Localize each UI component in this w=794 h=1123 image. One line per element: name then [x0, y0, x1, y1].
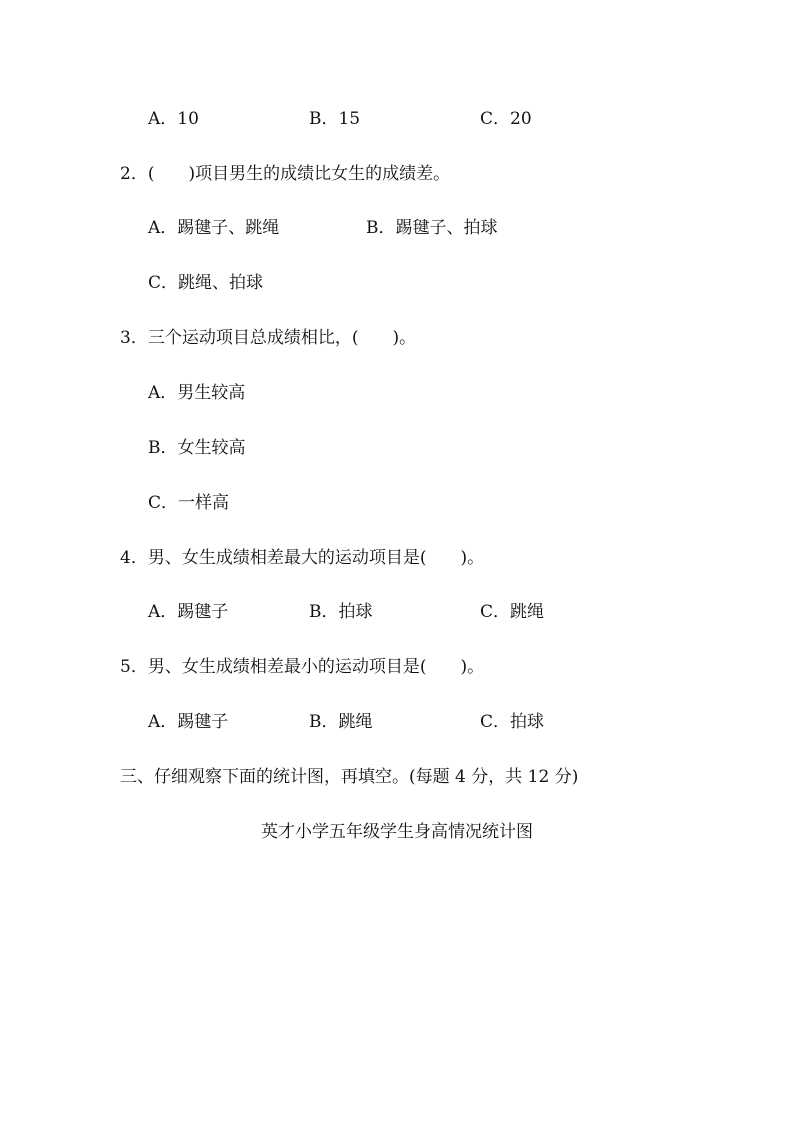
q5-option-c: C．拍球	[480, 712, 545, 732]
q5-option-b: B．跳绳	[309, 712, 373, 732]
q1-option-b: B．15	[309, 109, 361, 129]
chart-title: 英才小学五年级学生身高情况统计图	[261, 822, 533, 842]
q5-stem: 5．男、女生成绩相差最小的运动项目是( )。	[120, 657, 485, 677]
q4-option-b: B．拍球	[309, 602, 373, 622]
q3-option-b: B．女生较高	[148, 438, 246, 458]
q4-option-a: A．踢毽子	[148, 602, 229, 622]
q5-option-a: A．踢毽子	[148, 712, 229, 732]
q3-option-a: A．男生较高	[148, 383, 246, 403]
q4-option-c: C．跳绳	[480, 602, 545, 622]
q3-stem: 3．三个运动项目总成绩相比，( )。	[120, 328, 417, 348]
q1-option-c: C．20	[480, 109, 532, 129]
q2-option-c: C．跳绳、拍球	[148, 273, 264, 293]
q1-option-a: A．10	[148, 109, 199, 129]
q4-stem: 4．男、女生成绩相差最大的运动项目是( )。	[120, 548, 485, 568]
q2-option-b: B．踢毽子、拍球	[366, 218, 498, 238]
section-3-heading: 三、仔细观察下面的统计图，再填空。(每题 4 分，共 12 分)	[120, 767, 579, 787]
q2-option-a: A．踢毽子、跳绳	[148, 218, 280, 238]
q2-stem: 2．( )项目男生的成绩比女生的成绩差。	[120, 164, 451, 184]
q3-option-c: C．一样高	[148, 493, 230, 513]
